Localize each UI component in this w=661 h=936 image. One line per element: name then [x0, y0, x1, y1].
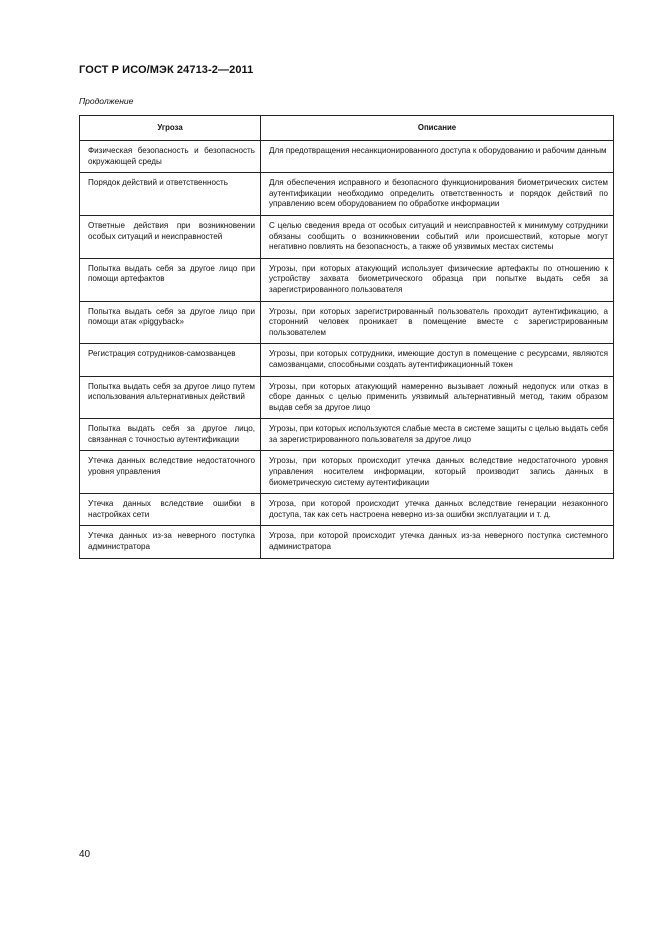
- table-row: [80, 419, 614, 451]
- table-row: [80, 376, 614, 419]
- table-header-row: [80, 116, 614, 141]
- description-cell: Угрозы, при которых сотрудники, имеющие доступ в помещение с ресурсами, являются самозванцами, способными создать аутентификационный токен: [261, 344, 614, 376]
- threat-cell: Утечка данных из-за неверного поступка администратора: [80, 526, 261, 558]
- threat-cell: Порядок действий и ответственность: [80, 173, 261, 216]
- description-cell: Для предотвращения несанкционированного доступа к оборудованию и рабочим данным: [261, 141, 614, 173]
- table-row: [80, 141, 614, 173]
- threat-cell: Регистрация сотрудников-самозванцев: [80, 344, 261, 376]
- table-row: [80, 258, 614, 301]
- description-cell: Для обеспечения исправного и безопасного функционирования биометрических систем аутентификации необходимо определить ответственность и порядок действий по управлению всем оборудованием по обработке информации: [261, 173, 614, 216]
- threat-cell: Физическая безопасность и безопасность окружающей среды: [80, 141, 261, 173]
- table-row: [80, 344, 614, 376]
- description-cell: Угроза, при которой происходит утечка данных вследствие генерации незаконного доступа, так как сеть настроена неверно из-за ошибки эксплуатации и т. д.: [261, 494, 614, 526]
- column-header-description: Описание: [261, 116, 614, 141]
- column-header-threat: Угроза: [80, 116, 261, 141]
- table-row: [80, 451, 614, 494]
- threat-cell: Попытка выдать себя за другое лицо, связанная с точностью аутентификации: [80, 419, 261, 451]
- continuation-label: Продолжение: [79, 96, 134, 106]
- threat-cell: Ответные действия при возникновении особых ситуаций и неисправностей: [80, 215, 261, 258]
- threat-cell: Утечка данных вследствие недостаточного уровня управления: [80, 451, 261, 494]
- table-row: [80, 301, 614, 344]
- description-cell: Угроза, при которой происходит утечка данных из-за неверного поступка системного администратора: [261, 526, 614, 558]
- threat-cell: Утечка данных вследствие ошибки в настройках сети: [80, 494, 261, 526]
- description-cell: Угрозы, при которых используются слабые места в системе защиты с целью выдать себя за зарегистрированного пользователя за другое лицо: [261, 419, 614, 451]
- threat-cell: Попытка выдать себя за другое лицо при помощи артефактов: [80, 258, 261, 301]
- table-row: [80, 494, 614, 526]
- threat-cell: Попытка выдать себя за другое лицо при помощи атак «piggyback»: [80, 301, 261, 344]
- threats-table: [79, 115, 614, 559]
- description-cell: С целью сведения вреда от особых ситуаций и неисправностей к минимуму сотрудники обязаны сообщить о возникновении событий или происшествий, которые могут негативно повлиять на безопасность, а также об уязвимых местах системы: [261, 215, 614, 258]
- table-row: [80, 215, 614, 258]
- page-number: 40: [79, 849, 91, 860]
- description-cell: Угрозы, при которых атакующий использует физические артефакты по отношению к устройству захвата биометрического образца при попытке выдать себя за зарегистрированного пользователя: [261, 258, 614, 301]
- threat-cell: Попытка выдать себя за другое лицо путем использования альтернативных действий: [80, 376, 261, 419]
- document-header: ГОСТ Р ИСО/МЭК 24713-2—2011: [79, 64, 254, 76]
- description-cell: Угрозы, при которых зарегистрированный пользователь проходит аутентификацию, а сторонний человек проникает в помещение вместе с зарегистрированным пользователем: [261, 301, 614, 344]
- table-row: [80, 526, 614, 558]
- description-cell: Угрозы, при которых происходит утечка данных вследствие недостаточного уровня управления носителем информации, который производит запись данных в биометрическую систему аутентификации: [261, 451, 614, 494]
- description-cell: Угрозы, при которых атакующий намеренно вызывает ложный недопуск или отказ в сборе данных с целью применить уязвимый альтернативный метод, таким образом выдав себя за другое лицо: [261, 376, 614, 419]
- table-row: [80, 173, 614, 216]
